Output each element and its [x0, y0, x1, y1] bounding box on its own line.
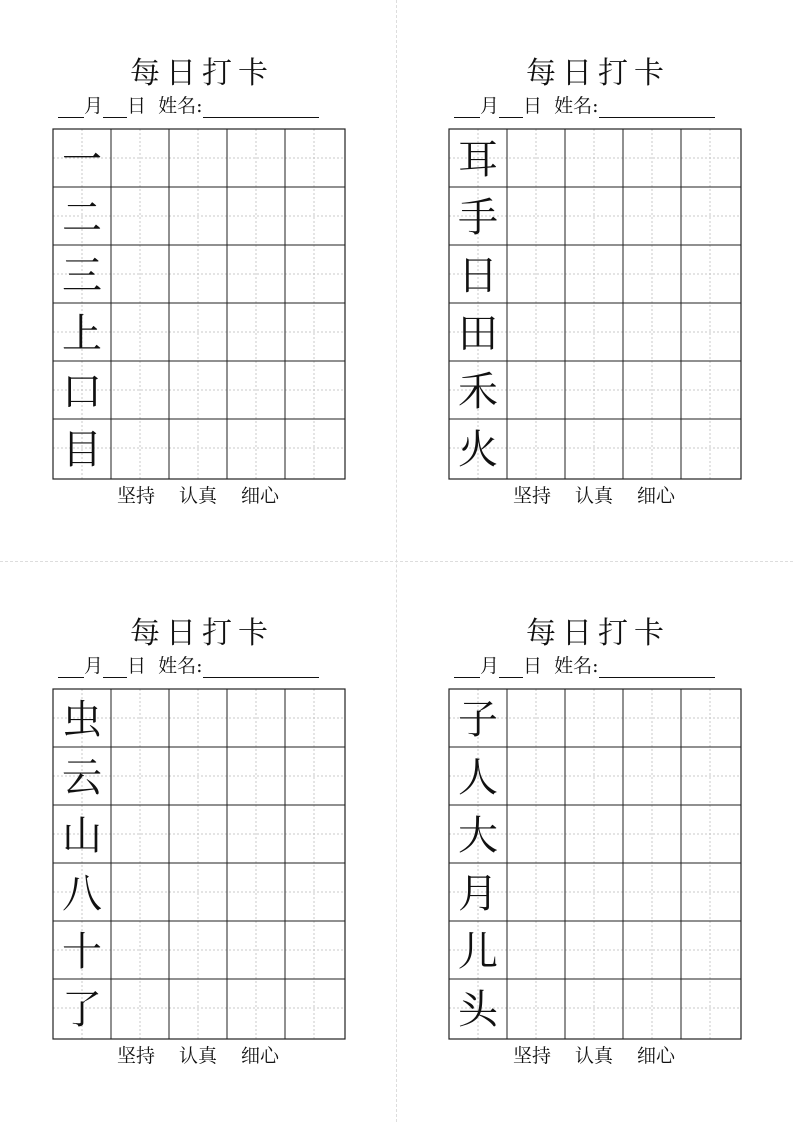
writing-grid[interactable]	[52, 688, 346, 1040]
day-label: 日	[127, 95, 147, 117]
model-character: 三	[62, 253, 102, 299]
day-blank[interactable]	[103, 97, 127, 118]
writing-grid[interactable]	[448, 688, 742, 1040]
model-character: 禾	[458, 369, 498, 415]
model-character: 虫	[62, 697, 102, 743]
writing-grid[interactable]	[52, 128, 346, 480]
grid-svg[interactable]	[448, 128, 742, 480]
motto-careful: 认真	[574, 1045, 613, 1067]
card-title: 每日打卡	[130, 56, 274, 91]
model-character: 山	[62, 813, 102, 859]
practice-card-3	[52, 614, 352, 1084]
model-character: 儿	[458, 929, 498, 975]
model-character: 田	[458, 311, 498, 357]
name-label: 姓名:	[158, 95, 203, 117]
motto-persist: 坚持	[116, 1045, 155, 1067]
model-character: 火	[458, 427, 498, 473]
month-blank[interactable]	[454, 657, 480, 678]
name-label: 姓名:	[554, 95, 599, 117]
card-title: 每日打卡	[130, 616, 274, 651]
day-label: 日	[127, 655, 147, 677]
model-character: 八	[62, 871, 102, 917]
name-blank[interactable]	[203, 657, 319, 678]
month-blank[interactable]	[58, 97, 84, 118]
model-character: 手	[458, 195, 498, 241]
motto	[52, 1044, 344, 1068]
day-label: 日	[523, 655, 543, 677]
motto	[448, 1044, 740, 1068]
name-blank[interactable]	[599, 657, 715, 678]
model-character: 人	[458, 755, 498, 801]
practice-card-2	[448, 54, 748, 524]
model-character: 一	[62, 137, 102, 183]
name-blank[interactable]	[599, 97, 715, 118]
day-blank[interactable]	[103, 657, 127, 678]
card-title: 每日打卡	[526, 616, 670, 651]
model-character: 月	[458, 871, 498, 917]
motto-persist: 坚持	[512, 485, 551, 507]
month-label: 月	[84, 655, 104, 677]
model-character: 上	[62, 311, 102, 357]
model-character: 子	[458, 697, 498, 743]
model-character: 二	[62, 195, 102, 241]
motto-persist: 坚持	[116, 485, 155, 507]
grid-svg[interactable]	[52, 688, 346, 1040]
motto-attentive: 细心	[637, 485, 676, 507]
name-label: 姓名:	[158, 655, 203, 677]
model-character: 云	[62, 755, 102, 801]
model-character: 头	[458, 987, 498, 1033]
month-label: 月	[480, 95, 500, 117]
model-character: 日	[458, 253, 498, 299]
practice-card-4	[448, 614, 748, 1084]
day-label: 日	[523, 95, 543, 117]
motto-attentive: 细心	[241, 485, 280, 507]
day-blank[interactable]	[499, 97, 523, 118]
grid-svg[interactable]	[52, 128, 346, 480]
model-character: 大	[458, 813, 498, 859]
month-blank[interactable]	[454, 97, 480, 118]
motto-persist: 坚持	[512, 1045, 551, 1067]
motto	[52, 484, 344, 508]
motto-careful: 认真	[178, 1045, 217, 1067]
model-character: 十	[62, 929, 102, 975]
grid-svg[interactable]	[448, 688, 742, 1040]
model-character: 了	[62, 987, 102, 1033]
day-blank[interactable]	[499, 657, 523, 678]
motto-attentive: 细心	[241, 1045, 280, 1067]
motto	[448, 484, 740, 508]
name-blank[interactable]	[203, 97, 319, 118]
writing-grid[interactable]	[448, 128, 742, 480]
month-blank[interactable]	[58, 657, 84, 678]
motto-careful: 认真	[574, 485, 613, 507]
date-name-line	[454, 94, 748, 118]
model-character: 耳	[458, 137, 498, 183]
model-character: 口	[62, 369, 102, 415]
month-label: 月	[84, 95, 104, 117]
horizontal-cut-line	[0, 561, 793, 562]
date-name-line	[58, 654, 352, 678]
card-title: 每日打卡	[526, 56, 670, 91]
date-name-line	[454, 654, 748, 678]
model-character: 目	[62, 427, 102, 473]
motto-careful: 认真	[178, 485, 217, 507]
practice-card-1	[52, 54, 352, 524]
month-label: 月	[480, 655, 500, 677]
date-name-line	[58, 94, 352, 118]
motto-attentive: 细心	[637, 1045, 676, 1067]
name-label: 姓名:	[554, 655, 599, 677]
